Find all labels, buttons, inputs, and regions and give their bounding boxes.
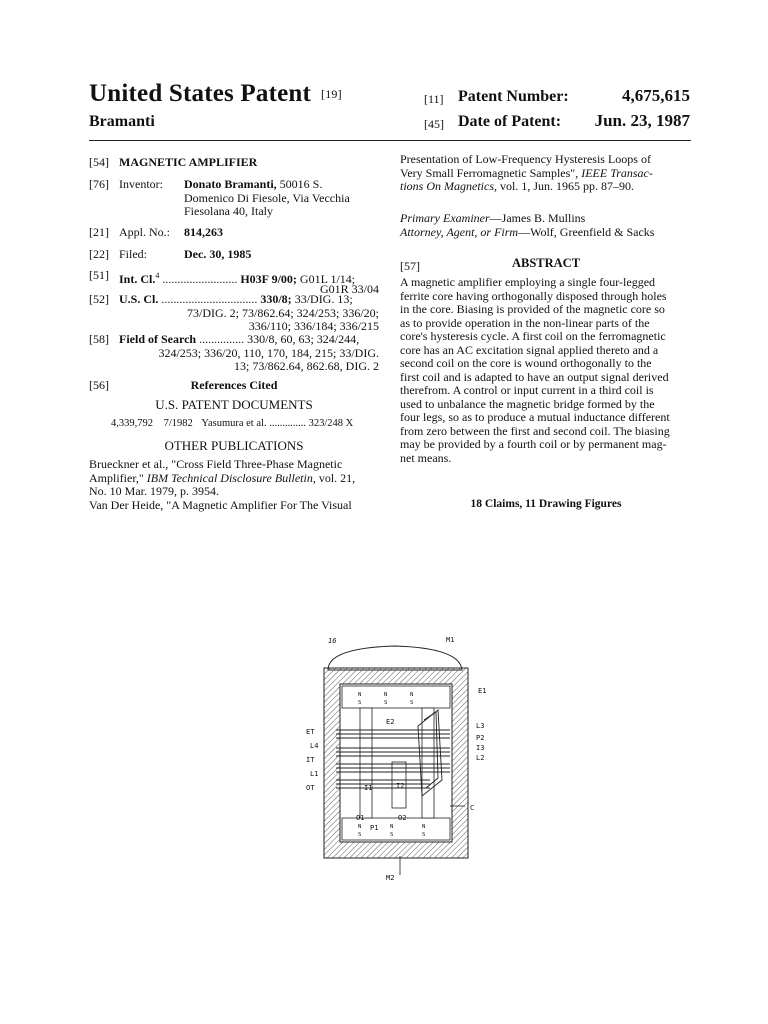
examiner-label: Primary Examiner xyxy=(400,211,490,225)
intcl-line2: G01R 33/04 xyxy=(319,281,379,296)
ref-E1: E1 xyxy=(478,687,487,695)
uscl-line3: 336/110; 336/184; 336/215 xyxy=(248,319,379,333)
inventor-name: Donato Bramanti, xyxy=(184,177,277,191)
ref-I3: I3 xyxy=(476,744,485,752)
intcl-code: [51] xyxy=(89,268,109,282)
pole-s: S xyxy=(384,700,388,706)
pub1-line2c: vol. 21, xyxy=(315,470,356,485)
date-label: Date of Patent: xyxy=(458,113,562,130)
uscl-dots: ................................ xyxy=(158,292,258,306)
pub2-line2: Presentation of Low-Frequency Hysteresis Loops of xyxy=(400,152,651,166)
abstract-line: may be provided by a fourth coil or by permanent mag- xyxy=(400,437,667,451)
ref-ET: ET xyxy=(306,728,315,736)
magnetic-amplifier-drawing xyxy=(300,630,510,882)
pole-n: N xyxy=(358,692,362,698)
attorney-name: —Wolf, Greenfield & Sacks xyxy=(518,224,655,239)
title-code: [19] xyxy=(321,87,342,101)
pub1-journal: IBM Technical Disclosure Bulletin, xyxy=(146,470,316,485)
pole-s: S xyxy=(358,700,362,706)
uscl-label: U.S. Cl. xyxy=(119,292,159,306)
uscl-main: 330/8; xyxy=(260,292,292,306)
inventor-row xyxy=(89,178,379,220)
pole-n: N xyxy=(390,824,394,830)
ref-M1: M1 xyxy=(446,636,455,644)
abstract-text xyxy=(400,276,692,465)
patent-date: Jun. 23, 1987 xyxy=(594,111,690,130)
inventor-addr1: 50016 S. xyxy=(279,177,323,191)
us-doc-dots: .............. xyxy=(269,418,306,429)
appl-label: Appl. No.: xyxy=(119,225,170,239)
pole-s: S xyxy=(358,832,362,838)
other-pub-1 xyxy=(89,458,381,512)
filed-label: Filed: xyxy=(119,247,148,261)
abstract-code: [57] xyxy=(400,259,420,273)
pole-s: S xyxy=(390,832,394,838)
abstract-line: second coil on the core is wound orthogonally to the xyxy=(400,356,652,370)
filed-date: Dec. 30, 1985 xyxy=(184,247,252,261)
pub2-line3b: IEEE Transac- xyxy=(581,165,653,180)
ref-L2: L2 xyxy=(476,754,485,762)
examiner-name: —James B. Mullins xyxy=(489,211,586,225)
ref-L1: L1 xyxy=(310,770,319,778)
field-dots: ............... xyxy=(196,332,245,346)
uscl-line2: 73/DIG. 2; 73/862.64; 324/253; 336/20; xyxy=(187,305,379,320)
refs-heading: References Cited xyxy=(190,378,278,392)
ref-OT: OT xyxy=(306,784,315,792)
pub2-line4b: vol. 1, Jun. 1965 pp. 87–90. xyxy=(497,179,635,193)
intcl-sup: 4 xyxy=(155,271,160,280)
intcl-rest: G01L 1/14; xyxy=(296,272,356,286)
field-code: [58] xyxy=(89,332,109,346)
us-doc-number: 4,339,792 xyxy=(111,418,153,429)
pole-n: N xyxy=(410,692,414,698)
abstract-line: used to unbalance the magnetic bridge formed by the xyxy=(400,396,655,411)
abstract-line: as to provide operation in the non-linear parts of the xyxy=(400,315,650,330)
inventor-surname: Bramanti xyxy=(89,113,155,130)
appl-code: [21] xyxy=(89,225,109,239)
filed-code: [22] xyxy=(89,247,109,261)
uscl-line1 xyxy=(119,293,379,307)
invention-title: MAGNETIC AMPLIFIER xyxy=(119,155,258,169)
date-code: [45] xyxy=(424,117,444,131)
us-docs-heading: U.S. PATENT DOCUMENTS xyxy=(155,397,313,412)
other-pub-2-cont xyxy=(400,153,692,194)
ref-C: C xyxy=(470,804,475,812)
inventor-label: Inventor: xyxy=(119,177,163,191)
pole-s: S xyxy=(422,832,426,838)
uscl-code: [52] xyxy=(89,292,109,306)
abstract-heading: ABSTRACT xyxy=(511,256,581,270)
ref-O2: O2 xyxy=(398,814,407,822)
field-line2: 324/253; 336/20, 110, 170, 184, 215; 33/DIG. xyxy=(158,345,379,360)
abstract-line: core's hysteresis cycle. A first coil on the ferromagnetic xyxy=(400,329,666,343)
pole-n: N xyxy=(358,824,362,830)
pole-s: S xyxy=(410,700,414,706)
patent-number-label: Patent Number: xyxy=(458,88,569,105)
other-pubs-heading: OTHER PUBLICATIONS xyxy=(164,438,304,453)
abstract-line: A magnetic amplifier employing a single four-legged xyxy=(400,275,656,289)
uscl-rest: 33/DIG. 13; xyxy=(291,292,353,306)
patent-number-code: [11] xyxy=(424,92,444,106)
left-leg xyxy=(360,708,372,818)
ref-I2: I2 xyxy=(396,782,405,790)
us-doc-name: Yasumura et al. xyxy=(201,418,267,429)
inventor-addr2: Domenico Di Fiesole, Via Vecchia xyxy=(184,190,350,205)
ref-P1: P1 xyxy=(370,824,379,832)
abstract-line: net means. xyxy=(400,450,452,465)
refs-code: [56] xyxy=(89,378,109,392)
uscl-row xyxy=(89,293,379,335)
patent-number: 4,675,615 xyxy=(622,86,690,105)
abstract-line: four legs, so as to produce a mutual inductance different xyxy=(400,410,670,424)
examiner-block xyxy=(400,212,692,239)
abstract-line: first coil and is adapted to have an output signal derived xyxy=(400,369,669,384)
ref-16: 16 xyxy=(328,637,337,645)
us-doc-row xyxy=(111,418,381,429)
ref-E2: E2 xyxy=(386,718,395,726)
ref-IT: IT xyxy=(306,756,315,764)
header-rule xyxy=(89,140,691,141)
ref-M2: M2 xyxy=(386,874,395,882)
ref-O1: O1 xyxy=(356,814,365,822)
attorney-label: Attorney, Agent, or Firm xyxy=(400,224,519,239)
inventor-addr3: Fiesolana 40, Italy xyxy=(184,204,273,218)
abstract-line: core has an AC excitation signal applied thereto and a xyxy=(400,342,659,357)
us-doc-date: 7/1982 xyxy=(163,418,193,429)
claims-line: 18 Claims, 11 Drawing Figures xyxy=(470,498,622,510)
abstract-line: from zero between the first and second coil. The biasing xyxy=(400,423,670,438)
ref-P2: P2 xyxy=(476,734,485,742)
title-row-code: [54] xyxy=(89,155,109,169)
pub1-line2a: Amplifier," xyxy=(89,470,144,485)
field-line3: 13; 73/862.64, 862.68, DIG. 2 xyxy=(234,359,379,373)
pole-n: N xyxy=(384,692,388,698)
intcl-label: Int. Cl. xyxy=(119,272,156,286)
abstract-line: therefrom. A control or input current in a third coil is xyxy=(400,383,654,397)
pole-n: N xyxy=(422,824,426,830)
intcl-main: H03F 9/00; xyxy=(240,272,297,286)
pub1-line3: No. 10 Mar. 1979, p. 3954. xyxy=(89,484,219,498)
inventor-value xyxy=(184,178,379,219)
appl-number: 814,263 xyxy=(184,225,223,239)
field-line1-wrap xyxy=(119,333,379,347)
field-row xyxy=(89,333,379,375)
pub2-line1: Van Der Heide, "A Magnetic Amplifier For The Visual xyxy=(89,497,352,512)
abstract-line: ferrite core having orthogonally disposed through holes xyxy=(400,288,667,303)
ref-L4: L4 xyxy=(310,742,319,750)
magnet-top xyxy=(328,646,462,670)
ref-I1: I1 xyxy=(364,784,373,792)
intcl-dots: ......................... xyxy=(159,272,238,286)
pub2-journal: tions On Magnetics, xyxy=(400,179,497,193)
inventor-code: [76] xyxy=(89,177,109,191)
abstract-line: in the core. Biasing is provided of the magnetic core so xyxy=(400,302,665,316)
pub1-line1: Brueckner et al., "Cross Field Three-Phase Magnetic xyxy=(89,457,343,471)
field-line1: 330/8, 60, 63; 324/244, xyxy=(247,332,360,346)
patent-title: United States Patent [19] xyxy=(89,80,342,107)
us-doc-class: 323/248 X xyxy=(308,418,354,429)
field-label: Field of Search xyxy=(119,332,197,346)
pub2-line3a: Very Small Ferromagnetic Samples", xyxy=(400,165,579,180)
ref-L3: L3 xyxy=(476,722,485,730)
right-leg xyxy=(422,708,434,818)
